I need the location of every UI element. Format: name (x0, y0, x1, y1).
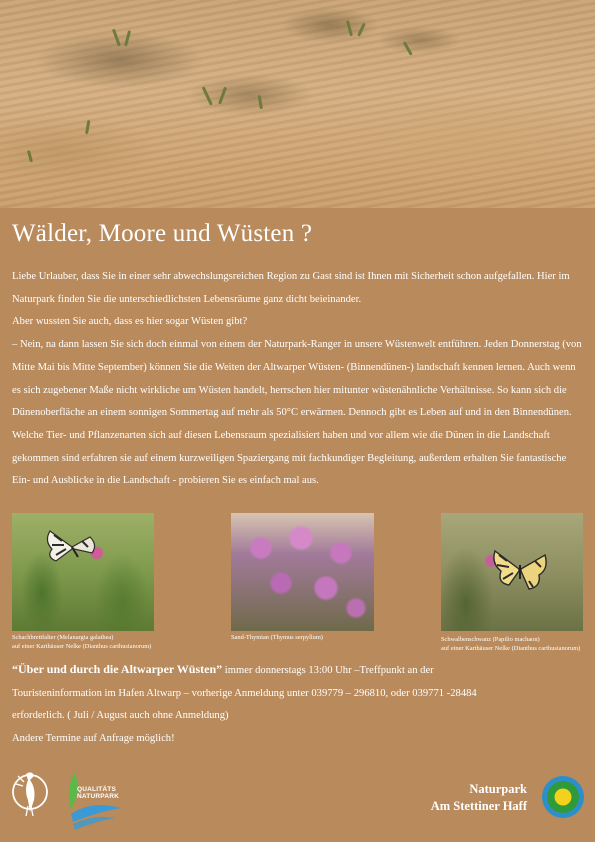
quality-naturpark-logo (57, 770, 127, 832)
caption-line: auf einer Karthäuser Nelke (Dianthus carthusianorum) (12, 643, 152, 650)
quality-label-line: QUALITÄTS (77, 786, 116, 793)
tour-info (12, 658, 586, 751)
intro-paragraph: – Nein, na dann lassen Sie sich doch einmal von einem der Naturpark-Ranger in unsere Wüstenwelt entführen. Jeden Donnerstag (von Mitte Mai bis Mitte September) können Sie die Weiten der Altwarper Wüsten- (Binnendünen-) landschaft kennen lernen. Auch wenn es sich zugebener Maße nicht wirkliche um Wüsten handelt, herrschen hier mitunter wüstenähnliche Verhältnisse. So kann sich die Dünenoberfläche an einem sonnigen Sommertag auf mehr als 50°C erwärmen. Dennoch gibt es Leben auf und in den Binnendünen. Welche Tier- und Pflanzenarten sich auf diesen Lebensraum spezialisiert haben und vor allem wie die Dünen in die Landschaft gekommen sind erfahren sie auf einem kurzweiligen Spaziergang mit fachkundiger Begleitung, außerdem erhalten Sie fantastische Ein- und Ausblicke in die Landschaft - probieren Sie es einfach mal aus. (12, 339, 582, 487)
photo-sand-thyme (231, 513, 374, 631)
grass-tuft (202, 86, 213, 105)
grass-tuft (124, 30, 131, 46)
grass-tuft (85, 120, 90, 134)
intro-paragraph: Aber wussten Sie auch, dass es hier sogar Wüsten gibt? (12, 316, 248, 328)
grass-tuft (27, 150, 33, 162)
page-title: Wälder, Moore und Wüsten ? (12, 220, 313, 247)
intro-text (12, 266, 586, 493)
naturpark-sun-logo-icon (541, 775, 585, 819)
crane-bird-logo-icon (10, 766, 50, 818)
photo-caption (231, 633, 323, 642)
quality-logo-label (77, 786, 119, 800)
grass-tuft (346, 20, 353, 36)
tour-time: immer donnerstags 13:00 Uhr –Treffpunkt an der (222, 665, 434, 676)
photo-caption (441, 635, 580, 653)
photo-caption (12, 633, 151, 651)
caption-line: Schwalbenschwanz (Papilio machaon) (441, 636, 540, 643)
caption-line: Sand-Thymian (Thymus serpyllum) (231, 634, 323, 641)
tour-line: Andere Termine auf Anfrage möglich! (12, 733, 175, 745)
tour-line: erforderlich. ( Juli / August auch ohne Anmeldung) (12, 710, 229, 722)
grass-tuft (218, 87, 227, 105)
hero-sand-dune-photo (0, 0, 595, 208)
tour-title: “Über und durch die Altwarper Wüsten” (12, 662, 223, 676)
caption-line: auf einer Karthäuser Nelke (Dianthus carthusianorum) (441, 645, 581, 652)
grass-tuft (258, 95, 263, 109)
park-name-line: Naturpark (469, 782, 527, 796)
butterfly-icon (42, 527, 102, 567)
intro-paragraph: Liebe Urlauber, dass Sie in einer sehr abwechslungsreichen Region zu Gast sind ist Ihnen mit Sicherheit schon aufgefallen. Hier im Naturpark finden Sie die unterschiedlichsten Lebensräume ganz dicht beieinander. (12, 271, 570, 305)
tour-line: Touristeninformation im Hafen Altwarp – vorherige Anmeldung unter 039779 – 296810, oder 039771 -28484 (12, 687, 477, 699)
photo-swallowtail-butterfly (441, 513, 583, 631)
photo-marbled-white-butterfly (12, 513, 154, 631)
caption-line: Schachbrettfalter (Melanargia galathea) (12, 634, 114, 641)
grass-tuft (112, 29, 121, 47)
park-name (431, 781, 527, 815)
butterfly-icon (489, 543, 551, 595)
grass-tuft (403, 41, 413, 55)
grass-tuft (357, 23, 366, 37)
park-name-line: Am Stettiner Haff (430, 799, 527, 813)
quality-label-line: NATURPARK (77, 793, 119, 800)
tour-line (12, 658, 586, 683)
quality-leaf-icon (57, 770, 127, 832)
